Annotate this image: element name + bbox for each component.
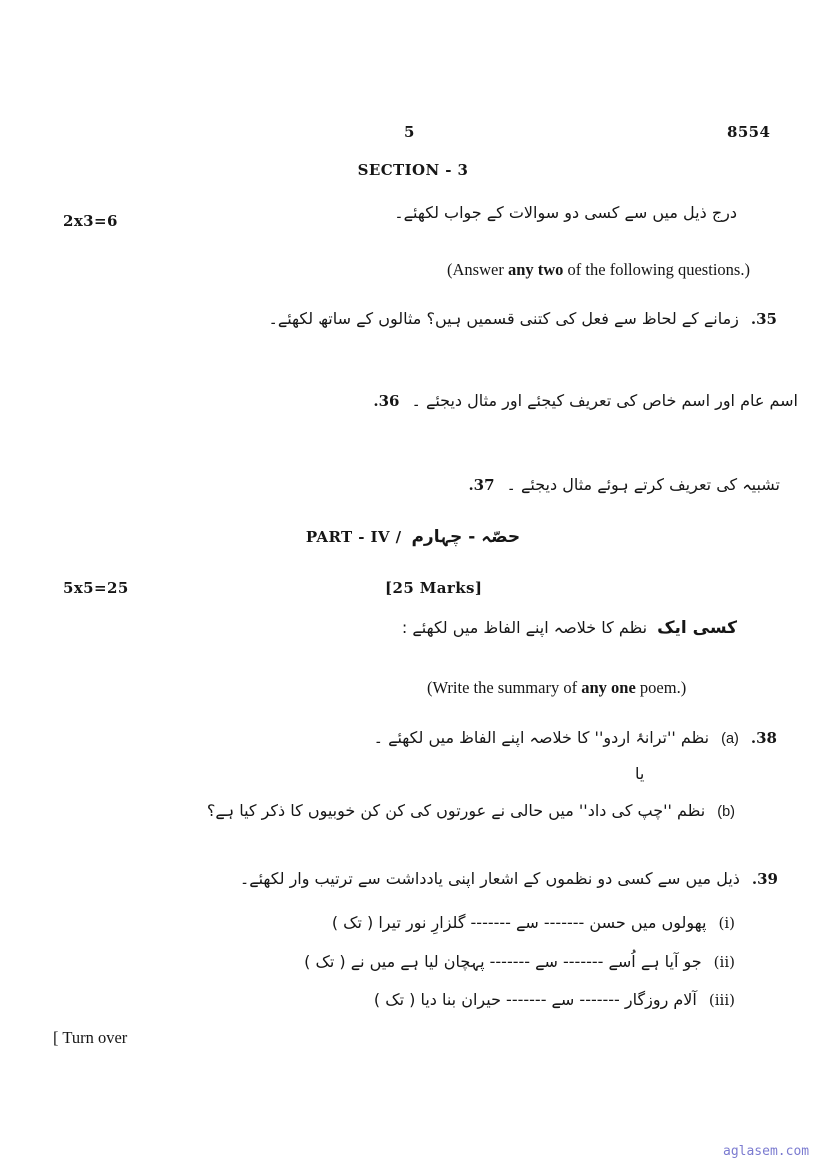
part4-urdu-instruction <box>402 617 737 641</box>
question-39-item-i-text: پھولوں میں حسن ------- سے ------- گلزارِ نور تیرا ( تک ) <box>331 913 707 932</box>
instruction-bold: any two <box>507 260 564 279</box>
part4-english-instruction <box>427 678 686 698</box>
question-39-item-ii-label: (ii) <box>713 953 735 971</box>
section3-english-instruction <box>447 260 750 280</box>
question-38a <box>374 727 777 749</box>
question-35-number: .35 <box>750 310 777 328</box>
question-36 <box>373 390 798 412</box>
question-37 <box>468 474 780 496</box>
question-36-number: .36 <box>373 392 400 410</box>
instruction-post: poem.) <box>635 678 687 697</box>
part4-heading-urdu: حصّہ - چہارم <box>411 527 521 547</box>
question-39-item-iii-text: آلام روزگار ------- سے ------- حیران بنا دیا ( تک ) <box>373 990 697 1009</box>
section3-marks-scheme: 2x3=6 <box>63 212 118 230</box>
question-39-item-iii-label: (iii) <box>708 991 735 1009</box>
instruction-pre: (Answer <box>447 260 508 279</box>
question-39-item-i-label: (i) <box>718 914 735 932</box>
question-35-text: زمانے کے لحاظ سے فعل کی کتنی قسمیں ہیں؟ مثالوں کے ساتھ لکھئے۔ <box>268 309 739 328</box>
question-38a-text: نظم ''ترانۂ اردو'' کا خلاصہ اپنے الفاظ میں لکھئے ۔ <box>373 728 710 747</box>
part4-marks-bracket: [25 Marks] <box>385 579 483 597</box>
turn-over-note: [ Turn over <box>53 1028 128 1047</box>
instruction-bold: any one <box>581 678 636 697</box>
question-35 <box>268 308 777 330</box>
question-39 <box>240 868 778 890</box>
question-38b-label: (b) <box>717 804 735 820</box>
question-38-number: .38 <box>750 729 777 747</box>
question-39-number: .39 <box>751 870 778 888</box>
watermark: aglasem.com <box>723 1144 810 1159</box>
instruction-post: of the following questions.) <box>563 260 750 279</box>
paper-code: 8554 <box>727 123 771 141</box>
question-39-item-ii-text: جو آیا ہے اُسے ------- سے ------- پہچان لیا ہے میں نے ( تک ) <box>304 952 702 971</box>
question-38a-label: (a) <box>721 731 739 747</box>
part4-urdu-instruction-rest: نظم کا خلاصہ اپنے الفاظ میں لکھئے : <box>401 618 648 637</box>
page-number: 5 <box>404 123 415 141</box>
question-39-item-iii <box>374 989 735 1011</box>
question-37-text: تشبیہ کی تعریف کرتے ہوئے مثال دیجئے ۔ <box>506 475 780 494</box>
question-39-text: ذیل میں سے کسی دو نظموں کے اشعار اپنی یادداشت سے ترتیب وار لکھئے۔ <box>239 869 740 888</box>
part4-urdu-instruction-bold: کسی ایک <box>657 618 737 638</box>
question-38b-text: نظم ''چپ کی داد'' میں حالی نے عورتوں کی کن کن خوبیوں کا ذکر کیا ہے؟ <box>206 801 706 820</box>
question-39-item-i <box>332 912 735 934</box>
question-37-number: .37 <box>468 476 495 494</box>
instruction-pre: (Write the summary of <box>427 678 582 697</box>
section3-urdu-instruction: درج ذیل میں سے کسی دو سوالات کے جواب لکھئے۔ <box>394 203 737 222</box>
part4-marks-scheme: 5x5=25 <box>63 579 129 597</box>
section3-heading: SECTION - 3 <box>357 161 469 179</box>
or-word: یا <box>635 764 645 783</box>
question-39-item-ii <box>304 951 735 973</box>
part4-heading <box>0 526 826 550</box>
part4-heading-english: PART - IV / <box>305 528 402 546</box>
question-38b <box>207 800 735 822</box>
question-36-text: اسم عام اور اسم خاص کی تعریف کیجئے اور مثال دیجئے ۔ <box>411 391 798 410</box>
